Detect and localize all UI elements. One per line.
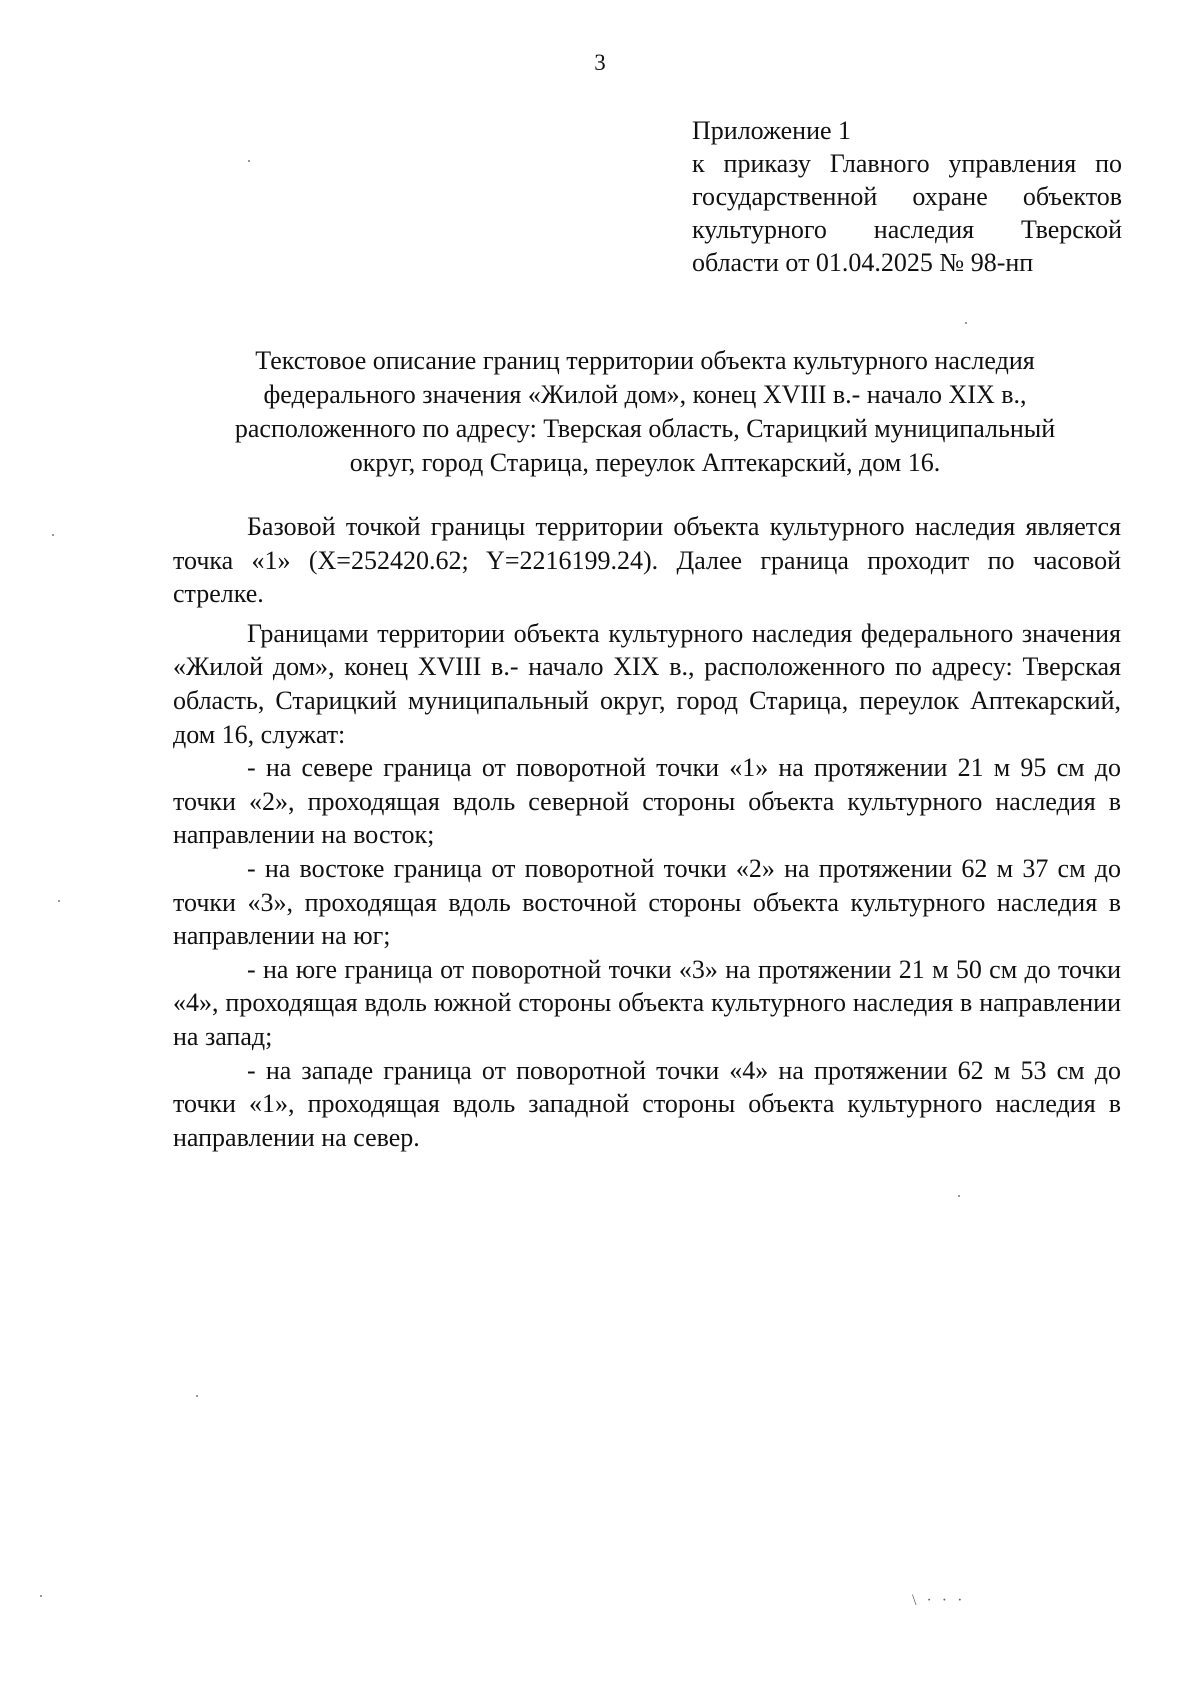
scan-mark: \ · · · bbox=[912, 1592, 966, 1609]
scan-speck bbox=[40, 1595, 42, 1597]
boundary-item-south: - на юге граница от поворотной точки «3» на протяжении 21 м 50 см до точки «4», проходящая вдоль южной стороны объекта культурного наследия в направлении на запад; bbox=[173, 954, 1121, 1051]
title-line: федерального значения «Жилой дом», конец XVIII в.- начало XIX в., bbox=[263, 380, 1027, 409]
appendix-line: культурного наследия Тверской bbox=[692, 215, 1122, 244]
boundaries-paragraph: Границами территории объекта культурного наследия федерального значения «Жилой дом», конец XVIII в.- начало XIX в., расположенного по адресу: Тверская область, Старицкий муниципальный округ, город Старица, переулок Аптекарский, дом 16, служат: bbox=[173, 618, 1121, 749]
appendix-line: государственной охране объектов bbox=[692, 182, 1122, 211]
boundary-item-west: - на западе граница от поворотной точки «4» на протяжении 62 м 53 см до точки «1», проходящая вдоль западной стороны объекта культурного наследия в направлении на север. bbox=[173, 1055, 1121, 1152]
base-point-paragraph: Базовой точкой границы территории объекта культурного наследия является точка «1» (X=252420.62; Y=2216199.24). Далее граница проходит по часовой стрелке. bbox=[173, 512, 1121, 609]
scan-speck bbox=[248, 160, 250, 162]
appendix-line: области от 01.04.2025 № 98-нп bbox=[692, 248, 1034, 277]
page-number: 3 bbox=[594, 50, 606, 75]
title-line: расположенного по адресу: Тверская область, Старицкий муниципальный bbox=[234, 414, 1056, 443]
document-body bbox=[173, 510, 1121, 1154]
scan-speck bbox=[958, 1195, 960, 1197]
title-line: Текстовое описание границ территории объекта культурного наследия bbox=[255, 346, 1035, 375]
document-title bbox=[175, 344, 1115, 480]
scan-speck bbox=[52, 534, 54, 536]
scan-speck bbox=[965, 322, 967, 324]
appendix-line: к приказу Главного управления по bbox=[692, 149, 1122, 178]
appendix-line: Приложение 1 bbox=[692, 116, 852, 145]
scan-speck bbox=[196, 1395, 198, 1397]
title-line: округ, город Старица, переулок Аптекарский, дом 16. bbox=[349, 448, 941, 477]
boundary-item-east: - на востоке граница от поворотной точки «2» на протяжении 62 м 37 см до точки «3», проходящая вдоль восточной стороны объекта культурного наследия в направлении на юг; bbox=[173, 853, 1121, 951]
boundary-item-north: - на севере граница от поворотной точки «1» на протяжении 21 м 95 см до точки «2», проходящая вдоль северной стороны объекта культурного наследия в направлении на восток; bbox=[173, 753, 1121, 850]
scan-speck bbox=[58, 900, 60, 902]
appendix-header bbox=[692, 114, 1122, 279]
